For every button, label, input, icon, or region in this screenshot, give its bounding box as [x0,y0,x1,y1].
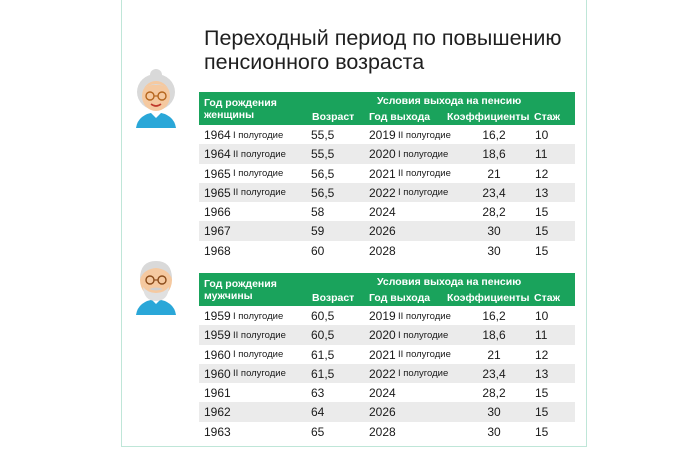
coefficient-cell: 30 [487,224,501,239]
birth-year-cell: 1965 [204,166,231,181]
retire-year-cell: 2022 [369,185,396,200]
page-title [204,26,584,74]
men-col-coef: Коэффициенты [447,292,530,304]
retire-half-cell: I полугодие [398,329,449,341]
retire-year-cell: 2019 [369,128,396,142]
coefficient-cell: 18,6 [482,147,506,162]
experience-cell: 13 [535,185,549,200]
coefficient-cell: 23,4 [482,185,506,200]
birth-year-cell: 1962 [204,405,231,420]
men-table-header [199,273,575,306]
men-table-body [199,306,575,441]
coefficient-cell: 23,4 [482,366,506,381]
age-cell: 58 [311,205,325,220]
retire-year-cell: 2024 [369,205,396,220]
experience-cell: 12 [535,166,549,181]
birth-year-cell: 1961 [204,386,231,401]
experience-cell: 10 [535,128,549,142]
retire-half-cell: I полугодие [398,368,449,380]
birth-year-cell: 1964 [204,147,231,162]
men-col-year: Год выхода [369,292,431,304]
men-year-header: Год рождения мужчины [204,278,277,302]
birth-half-cell: I полугодие [233,129,284,141]
birth-half-cell: II полугодие [233,329,286,341]
coefficient-cell: 18,6 [482,328,506,343]
retire-half-cell: I полугодие [398,148,449,160]
birth-year-cell: 1968 [204,243,231,258]
retire-half-cell: II полугодие [398,168,451,180]
birth-year-cell: 1960 [204,366,231,381]
birth-year-cell: 1963 [204,424,231,439]
age-cell: 56,5 [311,185,335,200]
age-cell: 56,5 [311,166,335,181]
retire-year-cell: 2020 [369,328,396,343]
women-conditions-header: Условия выхода на пенсию [377,95,522,107]
table-row [199,325,575,344]
retire-year-cell: 2028 [369,243,396,258]
women-col-coef: Коэффициенты [447,111,530,123]
retire-year-cell: 2022 [369,366,396,381]
age-cell: 60,5 [311,309,335,323]
women-table [199,92,575,260]
men-col-age: Возраст [312,292,355,304]
coefficient-cell: 16,2 [482,128,506,142]
age-cell: 65 [311,424,325,439]
age-cell: 61,5 [311,347,335,362]
experience-cell: 10 [535,309,549,323]
men-table [199,273,575,441]
experience-cell: 11 [535,147,548,162]
age-cell: 64 [311,405,325,420]
birth-half-cell: I полугодие [233,349,284,361]
retire-year-cell: 2020 [369,147,396,162]
experience-cell: 15 [535,386,549,401]
age-cell: 63 [311,386,325,401]
retire-half-cell: II полугодие [398,310,451,322]
women-col-age: Возраст [312,111,355,123]
coefficient-cell: 30 [487,424,501,439]
birth-half-cell: I полугодие [233,168,284,180]
birth-year-cell: 1959 [204,328,231,343]
retire-year-cell: 2024 [369,386,396,401]
coefficient-cell: 28,2 [482,386,506,401]
table-row [199,241,575,260]
age-cell: 59 [311,224,325,239]
age-cell: 61,5 [311,366,335,381]
experience-cell: 13 [535,366,549,381]
retire-year-cell: 2028 [369,424,396,439]
age-cell: 55,5 [311,147,335,162]
table-row [199,422,575,441]
age-cell: 60 [311,243,325,258]
grandfather-avatar-icon [130,255,182,315]
retire-year-cell: 2026 [369,224,396,239]
coefficient-cell: 30 [487,243,501,258]
coefficient-cell: 21 [487,166,501,181]
table-row [199,364,575,383]
coefficient-cell: 16,2 [482,309,506,323]
birth-half-cell: II полугодие [233,148,286,160]
table-row [199,306,575,325]
birth-year-cell: 1959 [204,309,231,323]
women-year-header: Год рождения женщины [204,97,277,121]
men-conditions-header: Условия выхода на пенсию [377,276,522,288]
table-row [199,202,575,221]
birth-year-cell: 1960 [204,347,231,362]
table-row [199,144,575,163]
table-row [199,125,575,144]
title-line-2: пенсионного возраста [204,50,425,74]
retire-year-cell: 2021 [369,166,396,181]
experience-cell: 15 [535,224,549,239]
retire-half-cell: II полугодие [398,129,451,141]
birth-year-cell: 1966 [204,205,231,220]
birth-year-cell: 1965 [204,185,231,200]
table-row [199,164,575,183]
coefficient-cell: 30 [487,405,501,420]
women-table-header [199,92,575,125]
birth-year-cell: 1964 [204,128,231,142]
women-table-body [199,125,575,260]
table-row [199,402,575,421]
table-row [199,345,575,364]
age-cell: 55,5 [311,128,335,142]
table-row [199,221,575,240]
experience-cell: 15 [535,205,549,220]
women-col-year: Год выхода [369,111,431,123]
experience-cell: 11 [535,328,548,343]
retire-half-cell: II полугодие [398,349,451,361]
men-col-exp: Стаж [534,292,561,304]
table-row [199,183,575,202]
grandmother-avatar-icon [130,68,182,128]
experience-cell: 12 [535,347,549,362]
retire-year-cell: 2026 [369,405,396,420]
retire-year-cell: 2019 [369,309,396,323]
coefficient-cell: 21 [487,347,501,362]
title-line-1: Переходный период по повышению [204,26,562,50]
experience-cell: 15 [535,243,549,258]
age-cell: 60,5 [311,328,335,343]
experience-cell: 15 [535,424,549,439]
table-row [199,383,575,402]
coefficient-cell: 28,2 [482,205,506,220]
retire-half-cell: I полугодие [398,187,449,199]
birth-half-cell: I полугодие [233,310,284,322]
birth-year-cell: 1967 [204,224,231,239]
experience-cell: 15 [535,405,549,420]
birth-half-cell: II полугодие [233,368,286,380]
retire-year-cell: 2021 [369,347,396,362]
women-col-exp: Стаж [534,111,561,123]
birth-half-cell: II полугодие [233,187,286,199]
